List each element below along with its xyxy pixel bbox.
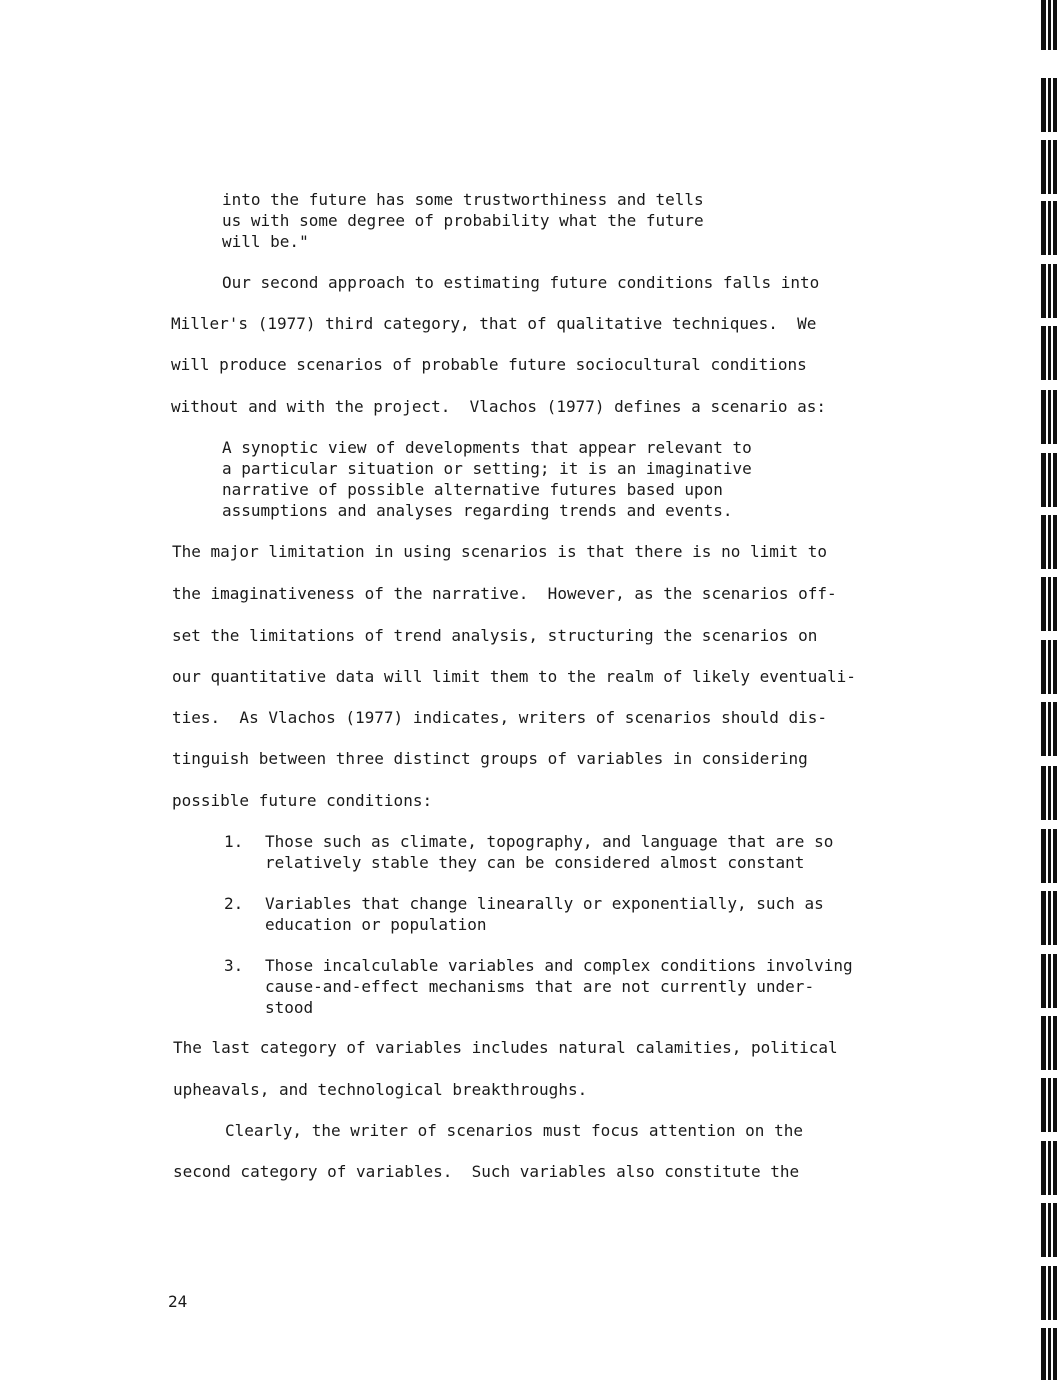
text-line: into the future has some trustworthiness and tells [222,190,704,209]
text-line: relatively stable they can be considered almost constant [265,853,805,872]
text-line: a particular situation or setting; it is an imaginative [222,459,752,478]
text-line: cause-and-effect mechanisms that are not currently under- [265,977,815,996]
registration-mark [1041,0,1057,50]
registration-mark [1041,201,1057,255]
text-line: tinguish between three distinct groups of variables in considering [172,749,808,768]
registration-mark [1041,1266,1057,1320]
registration-mark [1041,766,1057,820]
text-line: education or population [265,915,487,934]
page-number: 24 [168,1292,188,1311]
text-line: assumptions and analyses regarding trends and events. [222,501,733,520]
registration-mark [1041,264,1057,318]
registration-mark [1041,829,1057,883]
registration-mark [1041,1078,1057,1132]
text-line: The last category of variables includes natural calamities, political [173,1038,838,1057]
list-number: 2. [224,894,244,913]
registration-mark [1041,140,1057,194]
registration-mark [1041,577,1057,631]
registration-mark [1041,515,1057,569]
registration-mark [1041,640,1057,694]
registration-mark [1041,1141,1057,1195]
registration-mark [1041,78,1057,132]
registration-mark [1041,954,1057,1008]
registration-mark [1041,1016,1057,1070]
text-line: us with some degree of probability what the future [222,211,704,230]
text-line: second category of variables. Such variables also constitute the [173,1162,800,1181]
text-line: set the limitations of trend analysis, structuring the scenarios on [172,626,818,645]
text-line: Those such as climate, topography, and language that are so [265,832,834,851]
list-number: 1. [224,832,244,851]
registration-mark [1041,1203,1057,1257]
text-line: will produce scenarios of probable future sociocultural conditions [171,355,807,374]
registration-mark [1041,702,1057,756]
text-line: possible future conditions: [172,791,433,810]
registration-mark [1041,1328,1057,1380]
text-line: stood [265,998,314,1017]
registration-marks [1036,0,1059,1380]
text-line: Those incalculable variables and complex conditions involving [265,956,853,975]
text-line: Our second approach to estimating future conditions falls into [222,273,820,292]
list-number: 3. [224,956,244,975]
text-line: narrative of possible alternative futures based upon [222,480,723,499]
text-line: Clearly, the writer of scenarios must focus attention on the [225,1121,803,1140]
text-line: A synoptic view of developments that appear relevant to [222,438,752,457]
registration-mark [1041,891,1057,945]
registration-mark [1041,453,1057,507]
text-line: upheavals, and technological breakthroughs. [173,1080,588,1099]
text-line: the imaginativeness of the narrative. However, as the scenarios off- [172,584,837,603]
text-line: will be." [222,232,309,251]
text-line: The major limitation in using scenarios is that there is no limit to [172,542,828,561]
registration-mark [1041,326,1057,380]
text-line: without and with the project. Vlachos (1977) defines a scenario as: [171,397,827,416]
text-line: Variables that change linearally or exponentially, such as [265,894,824,913]
text-line: our quantitative data will limit them to the realm of likely eventuali- [172,667,856,686]
registration-mark [1041,390,1057,444]
text-line: ties. As Vlachos (1977) indicates, writers of scenarios should dis- [172,708,828,727]
text-line: Miller's (1977) third category, that of qualitative techniques. We [171,314,817,333]
